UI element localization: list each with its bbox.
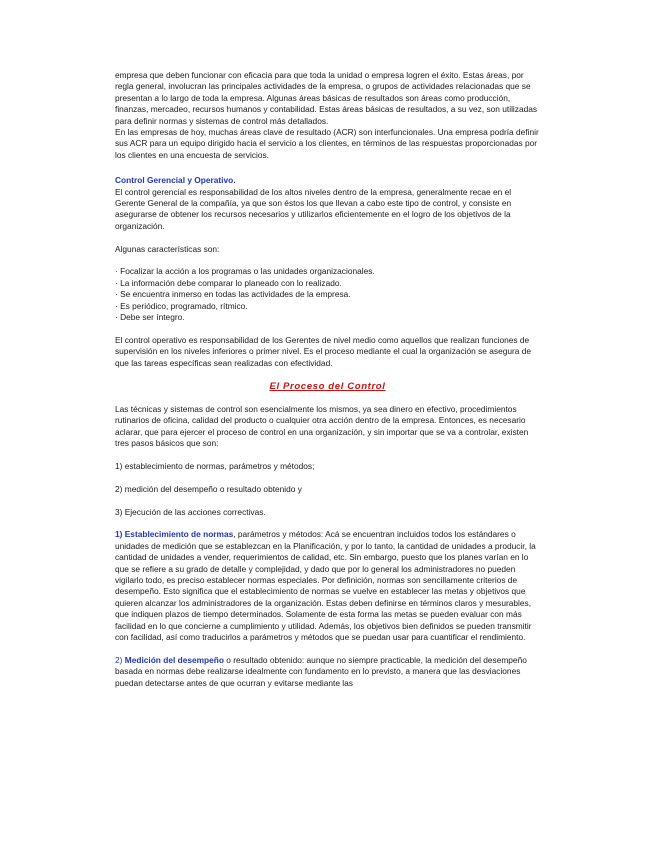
list-item: · Es periódico, programado, rítmico. [115, 300, 248, 311]
document-page [115, 70, 540, 700]
proceso-intro-paragraph: Las técnicas y sistemas de control son esencialmente los mismos, ya sea dinero en efectivo, procedimientos rutinarios de oficina, calidad del producto o cualquier otra acción dentro de la empresa. Entonces, es necesario aclarar, que para ejercer el proceso de control en una organización, y sin importar que se va a controlar, existen tres pasos básicos que son: [115, 403, 529, 449]
medicion-number: 2) [115, 654, 125, 665]
step-2: 2) medición del desempeño o resultado obtenido y [115, 483, 302, 494]
establecimiento-paragraph [115, 529, 540, 643]
list-item: · La información debe comparar lo planeado con lo realizado. [115, 277, 342, 288]
establecimiento-text: , parámetros y métodos: Acá se encuentran incluidos todos los estándares o unidades de medición que se establezcan en la Planificación, y por lo tanto, la cantidad de unidades a producir, la cantidad de unidades a vender, requerimientos de calidad, etc. Sin embargo, puesto que los planes varían en lo que se refiere a su grado de detalle y complejidad, y dado que por lo general los administradores no pueden vigilarlo todo, es preciso establecer normas especiales. Por definición, normas son sencillamente criterios de desempeño. Esto significa que el establecimiento de normas se vuelve en establecer las metas y objetivos que quieren alcanzar los administradores de la organización. Estas deben definirse en términos claros y mesurables, que indiquen plazos de tiempo determinados. Solamente de esta forma las metas se pueden evaluar con más facilidad en lo que concierne a cumplimiento y utilidad. Además, los objetivos bien definidos se pueden transmitir con facilidad, así como traducirlos a parámetros y métodos que se puedan usar para cuantificar el rendimiento. [115, 529, 536, 642]
control-gerencial-heading: Control Gerencial y Operativo. [115, 175, 236, 186]
step-3: 3) Ejecución de las acciones correctivas. [115, 506, 266, 517]
intro-paragraph-1: empresa que deben funcionar con eficacia para que toda la unidad o empresa logren el éxito. Estas áreas, por regla general, involucran las principales actividades de la empresa, o grupos de actividades relacionadas que se presentan a lo largo de toda la empresa. Algunas áreas básicas de resultados son áreas como producción, finanzas, mercadeo, recursos humanos y contabilidad. Estas áreas básicas de resultados, a su vez, son utilizadas para definir normas y sistemas de control más detallados. [115, 70, 538, 126]
characteristics-intro: Algunas características son: [115, 243, 220, 254]
medicion-heading: Medición del desempeño [124, 654, 224, 665]
list-item: · Debe ser íntegro. [115, 312, 185, 323]
intro-paragraph-2: En las empresas de hoy, muchas áreas clave de resultado (ACR) son interfuncionales. Una empresa podría definir sus ACR para un equipo dirigido hacia el servicio a los clientes, en términos de las respuestas proporcionadas por los clientes en una encuesta de servicios. [115, 127, 539, 160]
list-item: · Se encuentra inmerso en todas las actividades de la empresa. [115, 289, 351, 300]
characteristics-list [115, 266, 540, 323]
control-operativo-paragraph: El control operativo es responsabilidad de los Gerentes de nivel medio como aquellos que realizan funciones de supervisión en los niveles inferiores o primer nivel. Es el proceso mediante el cual la organización se asegura de que las tareas específicas sean realizadas con efectividad. [115, 334, 532, 368]
medicion-paragraph [115, 655, 540, 689]
list-item: · Focalizar la acción a los programas o las unidades organizacionales. [115, 266, 375, 277]
section-title: El Proceso del Control [269, 380, 386, 392]
medicion-text: o resultado obtenido: aunque no siempre practicable, la medición del desempeño basada en normas debe realizarse idealmente con fundamento en lo previsto, a manera que las desviaciones puedan detectarse antes de que ocurran y evitarse mediante las [115, 654, 527, 688]
establecimiento-heading: 1) Establecimiento de normas [115, 529, 234, 540]
control-gerencial-paragraph: El control gerencial es responsabilidad de los altos niveles dentro de la empresa, generalmente recae en el Gerente General de la compañía, ya que son éstos los que llevan a cabo este tipo de control, y consiste en asegurarse de obtener los recursos necesarios y utilizarlos eficientemente en el logro de los objetivos de la organización. [115, 186, 512, 231]
step-1: 1) establecimiento de normas, parámetros y métodos; [115, 460, 315, 471]
